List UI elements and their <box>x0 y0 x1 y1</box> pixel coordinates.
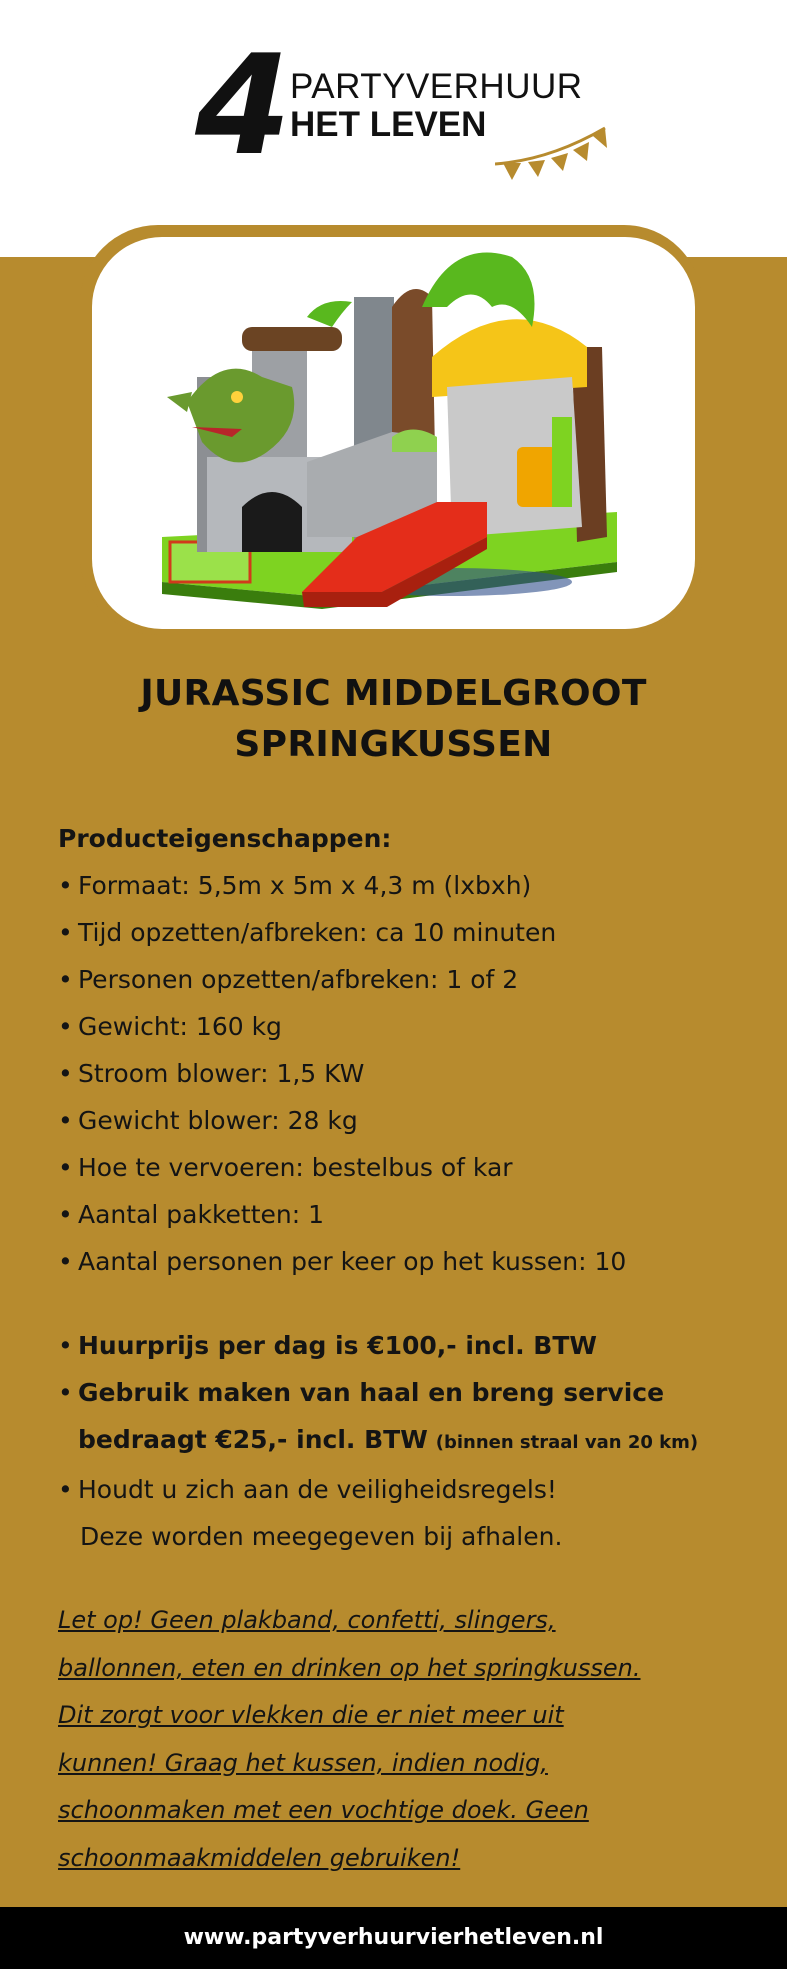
bouncy-castle-illustration <box>92 237 695 629</box>
brand-logo[interactable] <box>195 25 615 195</box>
list-item <box>58 1050 758 1097</box>
bullet-icon: • <box>58 1059 73 1088</box>
logo-line-1: PARTYVERHUUR <box>290 67 583 106</box>
bunting-icon <box>495 100 615 180</box>
warning-line: schoonmaken met een vochtige doek. Geen <box>58 1796 589 1824</box>
service-text-2: bedraagt €25,- incl. BTW <box>78 1425 428 1454</box>
safety-row <box>58 1466 758 1513</box>
property-text: Tijd opzetten/afbreken: ca 10 minuten <box>78 918 557 947</box>
property-text: Aantal pakketten: 1 <box>78 1200 325 1229</box>
service-row <box>58 1369 758 1416</box>
list-item <box>58 909 758 956</box>
list-item <box>58 956 758 1003</box>
properties-heading: Producteigenschappen: <box>58 824 392 853</box>
property-text: Formaat: 5,5m x 5m x 4,3 m (lxbxh) <box>78 871 532 900</box>
bullet-icon: • <box>58 871 73 900</box>
list-item <box>58 862 758 909</box>
title-line-1: JURASSIC MIDDELGROOT <box>140 673 647 714</box>
bullet-icon: • <box>58 1378 73 1407</box>
warning-line: Let op! Geen plakband, confetti, slingers, <box>58 1606 556 1634</box>
list-item <box>58 1097 758 1144</box>
product-title <box>40 668 747 770</box>
property-text: Gewicht: 160 kg <box>78 1012 282 1041</box>
bullet-icon: • <box>58 918 73 947</box>
bullet-icon: • <box>58 1012 73 1041</box>
bullet-icon: • <box>58 965 73 994</box>
list-item <box>58 1144 758 1191</box>
warning-note <box>58 1597 718 1882</box>
list-item <box>58 1003 758 1050</box>
bullet-icon: • <box>58 1106 73 1135</box>
safety-row-2 <box>58 1513 758 1560</box>
bullet-icon: • <box>58 1331 73 1360</box>
product-image <box>92 237 695 629</box>
properties-list <box>58 862 758 1285</box>
bullet-icon: • <box>58 1153 73 1182</box>
footer-bar <box>0 1907 787 1969</box>
service-row-2 <box>58 1416 758 1466</box>
property-text: Hoe te vervoeren: bestelbus of kar <box>78 1153 513 1182</box>
list-item <box>58 1191 758 1238</box>
list-item <box>58 1238 758 1285</box>
property-text: Stroom blower: 1,5 KW <box>78 1059 365 1088</box>
pricing-section <box>58 1322 758 1560</box>
header <box>0 0 787 257</box>
warning-line: kunnen! Graag het kussen, indien nodig, <box>58 1748 548 1777</box>
price-text: Huurprijs per dag is €100,- incl. BTW <box>78 1331 597 1360</box>
safety-text-2: Deze worden meegegeven bij afhalen. <box>80 1522 563 1551</box>
price-row <box>58 1322 758 1369</box>
property-text: Gewicht blower: 28 kg <box>78 1106 358 1135</box>
title-line-2: SPRINGKUSSEN <box>234 724 553 765</box>
service-text-1: Gebruik maken van haal en breng service <box>78 1378 665 1407</box>
product-details <box>58 815 758 1882</box>
warning-line: schoonmaakmiddelen gebruiken! <box>58 1843 461 1872</box>
property-text: Aantal personen per keer op het kussen: 10 <box>78 1247 627 1276</box>
bullet-icon: • <box>58 1247 73 1276</box>
safety-text-1: Houdt u zich aan de veiligheidsregels! <box>78 1475 557 1504</box>
website-link[interactable]: www.partyverhuurvierhetleven.nl <box>183 1925 604 1950</box>
logo-line-2: HET LEVEN <box>290 105 487 144</box>
bullet-icon: • <box>58 1475 73 1504</box>
service-note: (binnen straal van 20 km) <box>435 1432 699 1453</box>
warning-line: ballonnen, eten en drinken op het springkussen. <box>58 1653 641 1682</box>
warning-line: Dit zorgt voor vlekken die er niet meer uit <box>58 1701 564 1729</box>
bullet-icon: • <box>58 1200 73 1229</box>
logo-number: 4 <box>195 25 292 186</box>
property-text: Personen opzetten/afbreken: 1 of 2 <box>78 965 519 994</box>
